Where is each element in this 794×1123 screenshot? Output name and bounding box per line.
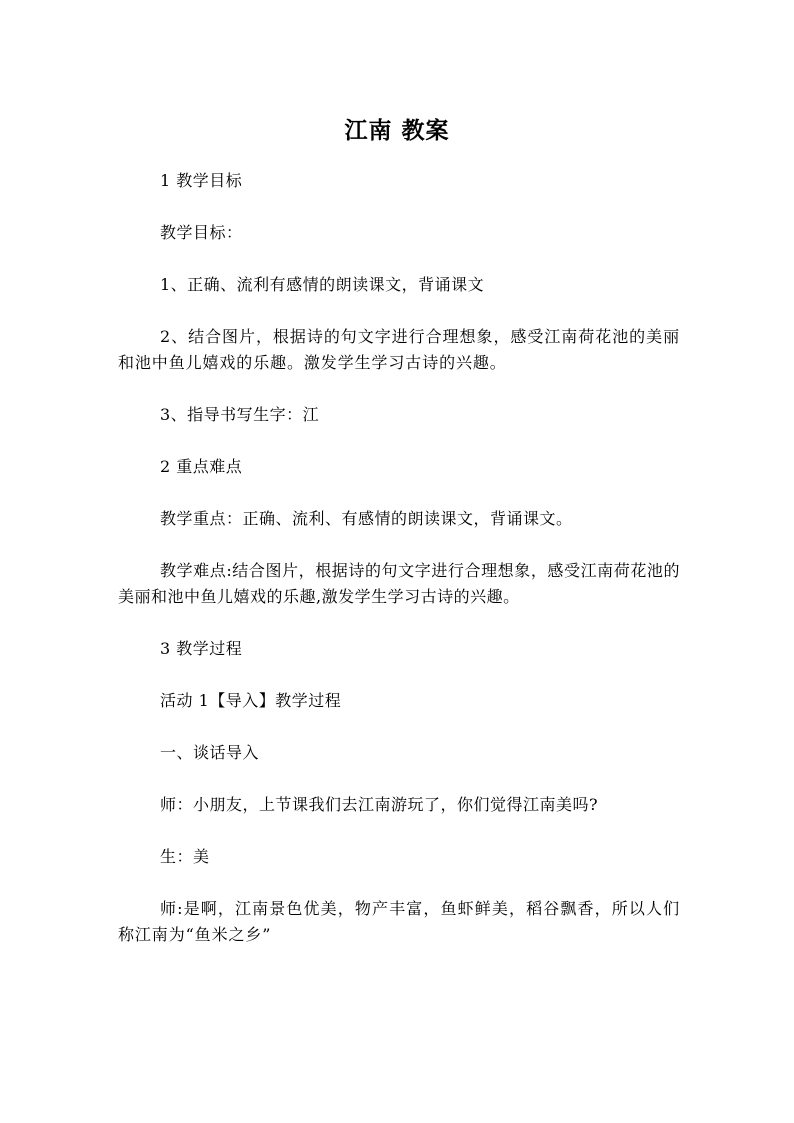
- objective-item-3: 3、指导书写生字：江: [160, 405, 320, 424]
- dialogue-student-1: 生：美: [160, 847, 210, 866]
- difficult-point-paragraph: 教学难点:结合图片，根据诗的句文字进行合理想象，感受江南荷花池的美丽和池中鱼儿嬉戏的乐趣,激发学生学习古诗的兴趣。: [118, 561, 680, 606]
- dialogue-teacher-1: 师：小朋友，上节课我们去江南游玩了，你们觉得江南美吗?: [160, 795, 599, 814]
- objective-item-1: 1、正确、流利有感情的朗读课文，背诵课文: [160, 275, 485, 294]
- subsection-heading-intro: 一、谈话导入: [160, 743, 260, 762]
- page-title: 江南 教案: [344, 117, 450, 144]
- section-heading-process: 3 教学过程: [160, 639, 243, 658]
- document-body: [118, 168, 680, 974]
- objective-item-2: 2、结合图片，根据诗的句文字进行合理想象，感受江南荷花池的美丽和池中鱼儿嬉戏的乐趣。激发学生学习古诗的兴趣。: [118, 327, 680, 372]
- section-heading-objectives: 1 教学目标: [160, 171, 243, 190]
- objectives-label: 教学目标：: [160, 223, 243, 242]
- dialogue-teacher-2: 师:是啊，江南景色优美，物产丰富，鱼虾鲜美，稻谷飘香，所以人们称江南为“鱼米之乡”: [118, 899, 680, 944]
- key-point-paragraph: 教学重点：正确、流利、有感情的朗读课文，背诵课文。: [160, 509, 573, 528]
- activity-heading: 活动 1【导入】教学过程: [160, 691, 342, 710]
- section-heading-key-points: 2 重点难点: [160, 457, 243, 476]
